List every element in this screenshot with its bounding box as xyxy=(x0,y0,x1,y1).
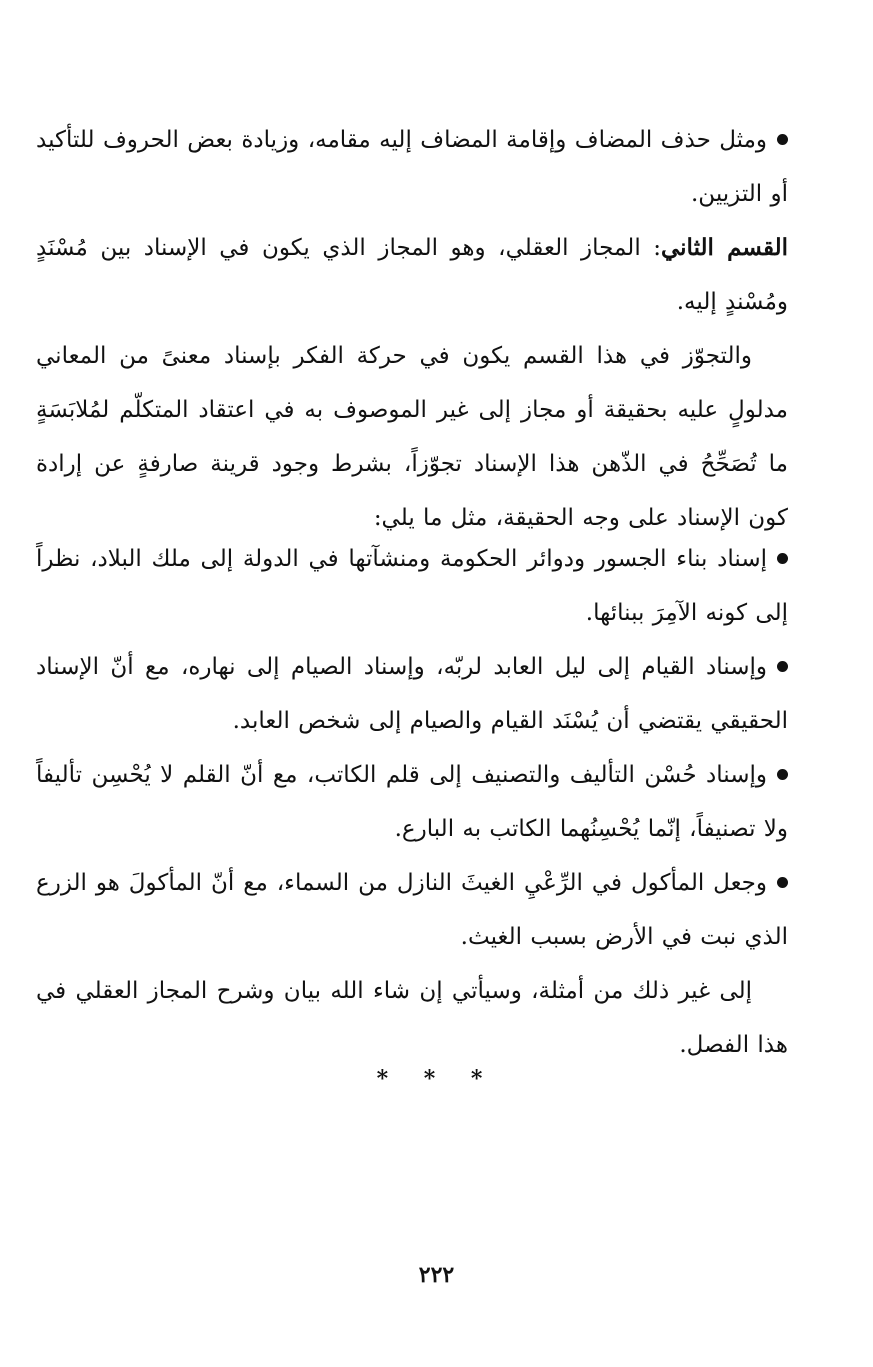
paragraph-explanation xyxy=(36,329,788,545)
paragraph-text: وإسناد حُسْن التأليف والتصنيف إلى قلم الكاتب، مع أنّ القلم لا يُحْسِن تأليفاً ولا تصنيفاً، إنّما يُحْسِنُهما الكاتب به البارع. xyxy=(36,762,788,842)
paragraph-text: وإسناد القيام إلى ليل العابد لربّه، وإسناد الصيام إلى نهاره، مع أنّ الإسناد الحقيقي يقتضي أن يُسْنَد القيام والصيام إلى شخص العابد. xyxy=(36,654,788,734)
body-paragraph xyxy=(36,329,788,545)
section-separator: * * * xyxy=(376,1066,497,1092)
bullet-paragraph xyxy=(36,856,788,964)
bullet-icon xyxy=(777,134,788,145)
bullet-paragraph xyxy=(36,113,788,221)
bullet-paragraph xyxy=(36,532,788,640)
paragraph-text: والتجوّز في هذا القسم يكون في حركة الفكر بإسناد معنىً من المعاني مدلولٍ عليه بحقيقة أو مجاز إلى غير الموصوف به في اعتقاد المتكلّم لمُلابَسَةٍ ما تُصَحِّحُ في الذّهن هذا الإسناد تجوّزاً، بشرط وجود قرينة صارفةٍ عن إرادة كون الإسناد على وجه الحقيقة، مثل ما يلي: xyxy=(36,343,788,531)
bullet-icon xyxy=(777,661,788,672)
paragraph-text: إلى غير ذلك من أمثلة، وسيأتي إن شاء الله بيان وشرح المجاز العقلي في هذا الفصل. xyxy=(36,978,788,1058)
paragraph-example-bridges xyxy=(36,532,788,640)
paragraph-conclusion xyxy=(36,964,788,1072)
bullet-icon xyxy=(777,553,788,564)
bullet-icon xyxy=(777,877,788,888)
paragraph-section-two xyxy=(36,221,788,329)
bullet-paragraph xyxy=(36,748,788,856)
bullet-icon xyxy=(777,769,788,780)
paragraph-text: إسناد بناء الجسور ودوائر الحكومة ومنشآتها في الدولة إلى ملك البلاد، نظراً إلى كونه الآمِرَ ببنائها. xyxy=(36,546,788,626)
paragraph-text: وجعل المأكول في الرِّعْيِ الغيثَ النازل من السماء، مع أنّ المأكولَ هو الزرع الذي نبت في الأرض بسبب الغيث. xyxy=(36,870,788,950)
body-paragraph xyxy=(36,964,788,1072)
paragraph-example-pen xyxy=(36,748,788,856)
bullet-paragraph xyxy=(36,640,788,748)
paragraph-text: : المجاز العقلي، وهو المجاز الذي يكون في الإسناد بين مُسْنَدٍ ومُسْندٍ إليه. xyxy=(36,235,788,315)
paragraph-figurative-ellipsis xyxy=(36,113,788,221)
paragraph-example-rain xyxy=(36,856,788,964)
paragraph-text: ومثل حذف المضاف وإقامة المضاف إليه مقامه، وزيادة بعض الحروف للتأكيد أو التزيين. xyxy=(36,127,788,207)
page-number: ٢٢٢ xyxy=(418,1262,455,1288)
paragraph-example-night xyxy=(36,640,788,748)
section-paragraph xyxy=(36,221,788,329)
section-heading: القسم الثاني xyxy=(660,234,788,261)
